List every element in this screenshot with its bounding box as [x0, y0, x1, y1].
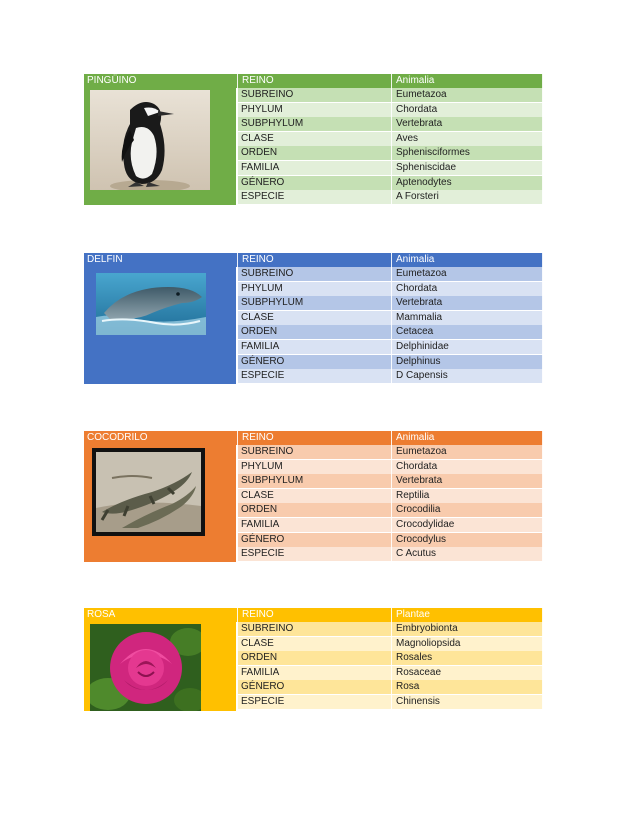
column-divider [391, 253, 392, 384]
taxon-rank-value: Rosales [396, 652, 433, 664]
dolphin-photo [96, 273, 206, 335]
taxon-rank-label: SUBPHYLUM [241, 297, 304, 309]
taxon-rank-value: Embryobionta [396, 623, 458, 634]
taxon-rank-label: CLASE [241, 132, 274, 144]
penguin-photo [90, 90, 210, 190]
taxon-rank-value: A Forsteri [396, 191, 439, 203]
taxon-rank-value: Rosa [396, 681, 420, 693]
column-divider [237, 608, 238, 711]
taxon-rank-label: ESPECIE [241, 370, 285, 382]
taxon-rank-value: Eumetazoa [396, 268, 447, 279]
taxon-rank-value: Vertebrata [396, 118, 443, 130]
header-label: REINO [242, 432, 274, 443]
taxon-rank-label: GÉNERO [241, 176, 285, 188]
column-divider [542, 74, 543, 205]
taxonomy-table-crocodile [84, 431, 543, 562]
taxon-rank-label: FAMILIA [241, 341, 280, 352]
table-header [84, 431, 543, 445]
taxon-rank-label: SUBPHYLUM [241, 118, 304, 130]
taxon-rank-label: PHYLUM [241, 460, 283, 472]
header-value: Animalia [396, 254, 435, 265]
taxon-rank-label: ESPECIE [241, 548, 285, 560]
taxon-rank-label: PHYLUM [241, 103, 283, 115]
table-header [84, 74, 543, 88]
column-divider [391, 608, 392, 711]
taxon-rank-label: SUBREINO [241, 268, 294, 279]
taxon-rank-value: Aves [396, 132, 419, 144]
taxon-rank-label: GÉNERO [241, 681, 285, 693]
taxon-rank-value: Vertebrata [396, 297, 443, 309]
taxon-rank-value: Rosaceae [396, 666, 442, 678]
taxon-rank-label: SUBREINO [241, 89, 294, 100]
column-divider [542, 608, 543, 711]
taxon-rank-value: Delphinidae [396, 341, 449, 352]
taxon-rank-label: ESPECIE [241, 191, 285, 203]
taxon-rank-value: Chordata [396, 103, 438, 115]
column-divider [391, 431, 392, 562]
taxon-rank-value: Crocodylidae [396, 519, 455, 530]
header-value: Plantae [396, 609, 430, 620]
taxon-rank-label: CLASE [241, 311, 274, 323]
taxon-rank-label: ESPECIE [241, 696, 285, 707]
table-header [84, 608, 543, 622]
taxon-rank-label: GÉNERO [241, 533, 285, 545]
taxon-rank-value: Vertebrata [396, 475, 443, 487]
taxon-rank-label: FAMILIA [241, 666, 280, 678]
taxon-rank-label: GÉNERO [241, 355, 285, 367]
taxon-rank-value: C Acutus [396, 548, 437, 560]
taxon-rank-value: Delphinus [396, 355, 441, 367]
taxon-rank-label: SUBPHYLUM [241, 475, 304, 487]
taxon-rank-value: Chordata [396, 460, 438, 472]
taxon-rank-value: Sphenisciformes [396, 147, 470, 159]
taxonomy-table-penguin [84, 74, 543, 205]
column-divider [391, 74, 392, 205]
column-divider [237, 431, 238, 562]
column-divider [542, 253, 543, 384]
animal-name: COCODRILO [87, 432, 148, 443]
header-value: Animalia [396, 75, 435, 86]
taxon-rank-value: Aptenodytes [396, 176, 452, 188]
taxon-rank-value: Eumetazoa [396, 89, 447, 100]
header-label: REINO [242, 75, 274, 86]
animal-name: PINGÜINO [87, 75, 137, 86]
header-label: REINO [242, 609, 274, 620]
taxon-rank-label: ORDEN [241, 326, 278, 338]
taxonomy-table-dolphin [84, 253, 543, 384]
column-divider [237, 253, 238, 384]
taxon-rank-label: ORDEN [241, 504, 278, 516]
rose-photo [90, 624, 201, 711]
column-divider [542, 431, 543, 562]
taxon-rank-label: SUBREINO [241, 623, 294, 634]
taxon-rank-label: ORDEN [241, 147, 278, 159]
taxon-rank-label: FAMILIA [241, 162, 280, 173]
taxon-rank-value: Crocodilia [396, 504, 441, 516]
taxon-rank-label: CLASE [241, 489, 274, 501]
taxon-rank-label: SUBREINO [241, 446, 294, 457]
taxon-rank-value: Chordata [396, 282, 438, 294]
crocodile-photo [92, 448, 205, 536]
taxon-rank-value: Chinensis [396, 696, 440, 707]
taxon-rank-value: Magnoliopsida [396, 637, 461, 649]
taxon-rank-label: ORDEN [241, 652, 278, 664]
taxon-rank-label: CLASE [241, 637, 274, 649]
animal-name: DELFIN [87, 254, 123, 265]
taxon-rank-value: D Capensis [396, 370, 448, 382]
taxon-rank-value: Reptilia [396, 489, 430, 501]
taxon-rank-value: Crocodylus [396, 533, 447, 545]
taxonomy-table-rose [84, 608, 543, 711]
taxon-rank-value: Mammalia [396, 311, 443, 323]
taxon-rank-label: PHYLUM [241, 282, 283, 294]
taxon-rank-value: Spheniscidae [396, 162, 457, 173]
header-label: REINO [242, 254, 274, 265]
taxon-rank-value: Eumetazoa [396, 446, 447, 457]
taxon-rank-value: Cetacea [396, 326, 434, 338]
taxon-rank-label: FAMILIA [241, 519, 280, 530]
header-value: Animalia [396, 432, 435, 443]
plant-name: ROSA [87, 609, 116, 620]
table-header [84, 253, 543, 267]
column-divider [237, 74, 238, 205]
